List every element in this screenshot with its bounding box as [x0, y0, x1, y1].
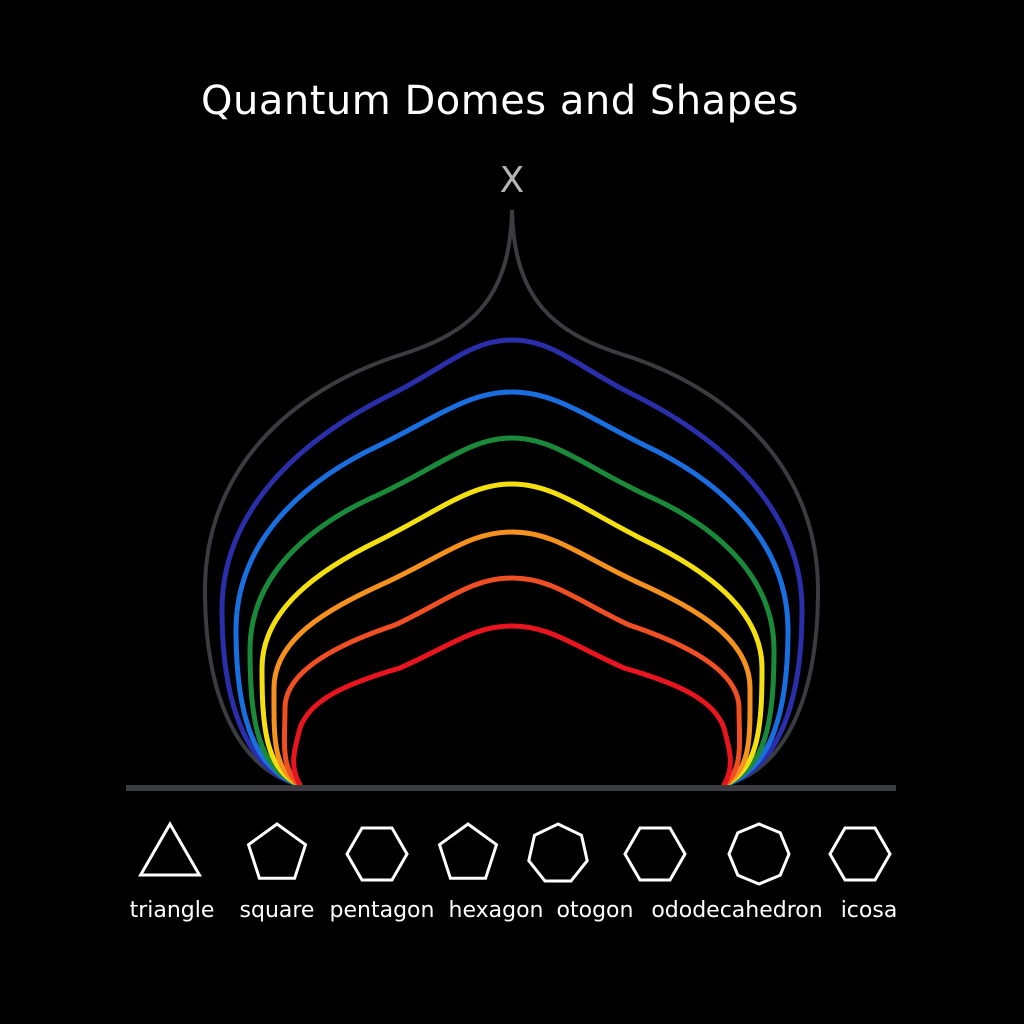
- hexagon-icon: [625, 828, 685, 880]
- apex-label: X: [499, 160, 525, 201]
- shape-label-hexagon: hexagon: [448, 898, 544, 923]
- dome-arc-yellow: [262, 484, 762, 785]
- hexagon-icon: [830, 828, 890, 880]
- shape-label-icosa: icosa: [840, 898, 898, 923]
- shape-label-otogon: otogon: [556, 898, 634, 923]
- octagon-icon: [729, 824, 789, 884]
- page-title: Quantum Domes and Shapes: [201, 78, 799, 124]
- dome-arc-orange: [274, 532, 750, 785]
- shape-label-pentagon: pentagon: [329, 898, 435, 923]
- triangle-icon: [141, 824, 200, 875]
- pentagon-icon: [249, 824, 306, 878]
- dome-arc-red: [294, 626, 731, 785]
- shape-label-triangle: triangle: [129, 898, 215, 923]
- pentagon-icon: [440, 824, 497, 878]
- shapes-group: [141, 824, 890, 884]
- dome-arc-indigo: [222, 340, 802, 785]
- shape-label-square: square: [239, 898, 315, 923]
- hexagon-icon: [347, 828, 407, 880]
- shape-label-ododecahedron: ododecahedron: [651, 898, 823, 923]
- dome-arc-blue: [236, 392, 788, 785]
- domes-group: [205, 210, 818, 785]
- heptagon-icon: [529, 824, 587, 881]
